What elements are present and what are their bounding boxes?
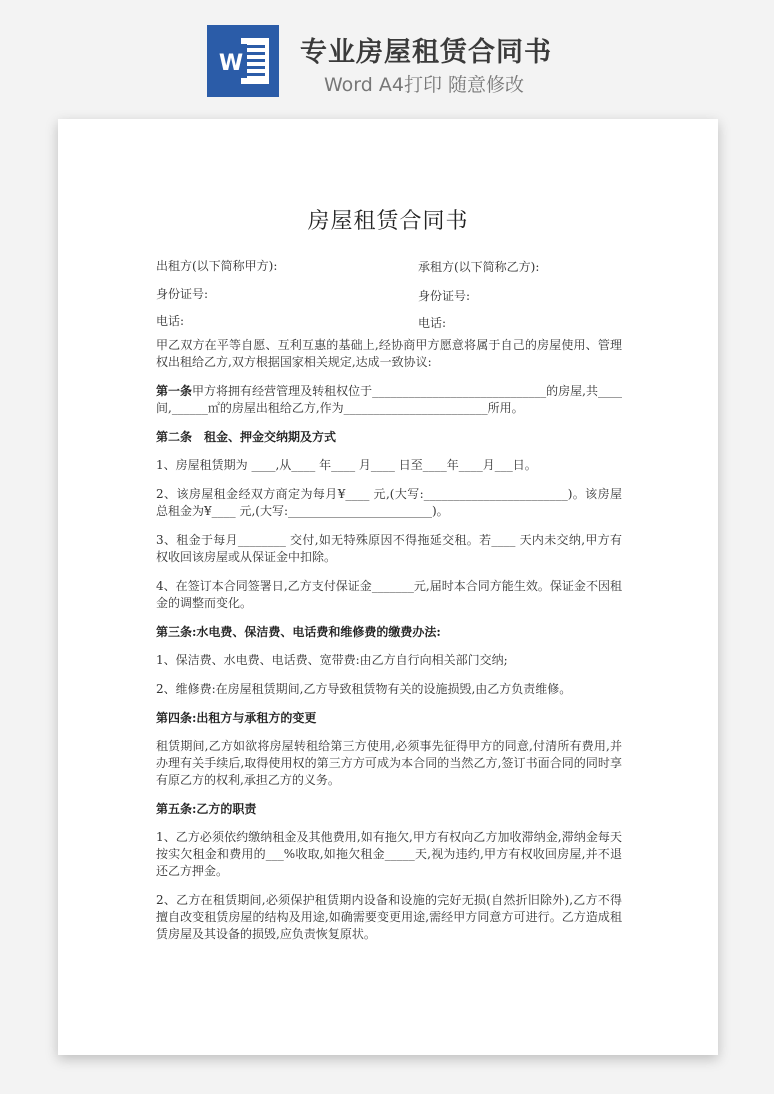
document-page [58,119,718,1055]
article-2-clause-2: 2、该房屋租金经双方商定为每月¥____ 元,(大写:________________________)。该房屋总租金为¥____ 元,(大写:________________________)。 [156,487,622,518]
article-2-clause-4: 4、在签订本合同签署日,乙方支付保证金_______元,届时本合同方能生效。保证金不因租金的调整而变化。 [156,579,622,610]
header-title: 专业房屋租赁合同书 [300,37,552,68]
word-icon-letter: W [218,51,244,76]
article-4-title: 第四条:出租方与承租方的变更 [156,711,317,725]
page-header [0,0,774,110]
article-2-clause-1: 1、房屋租赁期为 ____,从____ 年____ 月____ 日至____年____月___日。 [156,458,537,472]
article-5-clause-1: 1、乙方必须依约缴纳租金及其他费用,如有拖欠,甲方有权向乙方加收滞纳金,滞纳金每天按实欠租金和费用的___%收取,如拖欠租金_____天,视为违约,甲方有权收回房屋,并不退还乙方押金。 [156,830,622,878]
article-3-clause-1: 1、保洁费、水电费、电话费、宽带费:由乙方自行向相关部门交纳; [156,653,508,667]
contract-body [156,337,622,955]
lessor-phone-label: 电话: [156,314,185,328]
lessee-id-label: 身份证号: [418,289,471,303]
article-4-clause-1: 租赁期间,乙方如欲将房屋转租给第三方使用,必须事先征得甲方的同意,付清所有费用,并办理有关手续后,取得使用权的第三方方可成为本合同的当然乙方,签订书面合同的同时享有原乙方的权利,承担乙方的义务。 [156,739,622,787]
document-title: 房屋租赁合同书 [307,209,469,234]
intro-paragraph: 甲乙双方在平等自愿、互利互惠的基础上,经协商甲方愿意将属于自己的房屋使用、管理权出租给乙方,双方根据国家相关规定,达成一致协议: [156,338,622,369]
lessor-label: 出租方(以下简称甲方): [156,259,278,273]
article-5-clause-2: 2、乙方在租赁期间,必须保护租赁期内设备和设施的完好无损(自然折旧除外),乙方不得擅自改变租赁房屋的结构及用途,如确需要变更用途,需经甲方同意方可进行。乙方造成租赁房屋及其设备的损毁,应负责恢复原状。 [156,893,622,941]
lessor-id-label: 身份证号: [156,287,209,301]
article-1-text: 甲方将拥有经营管理及转租权位于_____________________________的房屋,共____间,______㎡的房屋出租给乙方,作为________________________所用。 [156,384,622,415]
lessee-label: 承租方(以下简称乙方): [418,260,540,274]
word-document-icon [207,25,279,97]
article-5-title: 第五条:乙方的职责 [156,802,257,816]
article-2-clause-3: 3、租金于每月________ 交付,如无特殊原因不得拖延交租。若____ 天内未交纳,甲方有权收回该房屋或从保证金中扣除。 [156,533,622,564]
lessee-phone-label: 电话: [418,316,447,330]
header-subtitle: Word A4打印 随意修改 [324,74,525,96]
article-1-heading: 第一条 [156,384,193,398]
article-2-title: 第二条 租金、押金交纳期及方式 [156,430,337,444]
article-3-title: 第三条:水电费、保洁费、电话费和维修费的缴费办法: [156,625,441,639]
article-3-clause-2: 2、维修费:在房屋租赁期间,乙方导致租赁物有关的设施损毁,由乙方负责维修。 [156,682,572,696]
article-1 [156,383,622,417]
